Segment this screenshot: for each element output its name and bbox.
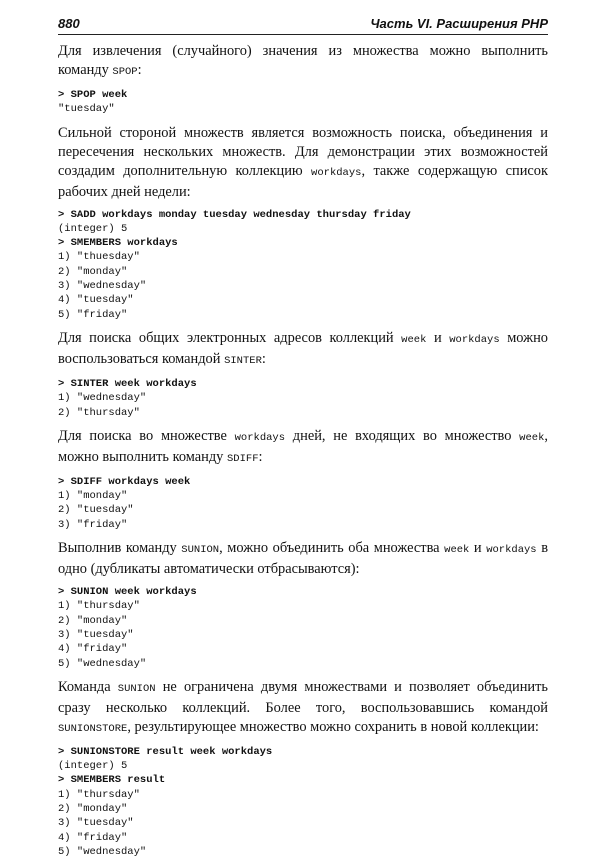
running-title: Часть VI. Расширения PHP — [370, 16, 548, 31]
code-listing — [58, 585, 548, 671]
code-output-line: 1) "monday" — [58, 490, 128, 503]
code-output-line: 4) "friday" — [58, 831, 128, 844]
paragraph-text: : — [261, 350, 266, 367]
paragraph-text: Выполнив команду — [58, 540, 182, 557]
code-output-line: 1) "thuesday" — [58, 251, 140, 264]
paragraph — [58, 329, 548, 371]
paragraph-text: Команда — [58, 678, 118, 695]
inline-code: SUNIONSTORE — [58, 722, 128, 735]
code-output-line: 2) "thursday" — [58, 406, 140, 419]
paragraph — [58, 678, 548, 739]
code-listing — [58, 88, 548, 117]
inline-code: workdays — [486, 544, 537, 557]
code-command-line: > SMEMBERS result — [58, 774, 166, 787]
code-output-line: 5) "wednesday" — [58, 845, 147, 858]
paragraph-text: не ограничена двумя множествами и позволяет объединить сразу несколько коллекций. Более того, воспользовавшись командой — [58, 678, 548, 716]
paragraph-text: Для извлечения (случайного) значения из множества можно выполнить команду — [58, 43, 548, 78]
code-listing — [58, 377, 548, 420]
paragraph-text: , также содержащую список рабочих дней недели: — [58, 162, 548, 200]
code-listing — [58, 208, 548, 322]
inline-code: SDIFF — [226, 452, 259, 465]
code-listing — [58, 475, 548, 532]
paragraph-text: можно воспользоваться командой — [58, 329, 548, 367]
code-command-line: > SDIFF workdays week — [58, 475, 191, 488]
page-header — [58, 14, 548, 35]
code-output-line: 1) "thursday" — [58, 600, 140, 613]
code-output-line: 3) "tuesday" — [58, 628, 134, 641]
page-number: 880 — [58, 16, 80, 31]
paragraph — [58, 42, 548, 82]
paragraph — [58, 539, 548, 579]
code-command-line: > SUNION week workdays — [58, 586, 197, 599]
inline-code: SPOP — [112, 66, 138, 78]
paragraph — [58, 427, 548, 469]
code-output-line: 2) "monday" — [58, 803, 128, 816]
paragraph-text: и — [469, 540, 487, 557]
inline-code: workdays — [449, 333, 500, 346]
inline-code: workdays — [234, 431, 286, 444]
code-listing — [58, 745, 548, 859]
paragraph — [58, 124, 548, 202]
code-command-line: > SPOP week — [58, 89, 128, 101]
code-output-line: 1) "thursday" — [58, 788, 140, 801]
code-output-line: (integer) 5 — [58, 760, 128, 773]
code-output-line: 3) "wednesday" — [58, 280, 147, 293]
paragraph-text: и — [426, 329, 450, 346]
code-command-line: > SADD workdays monday tuesday wednesday thursday friday — [58, 208, 411, 221]
code-output-line: 2) "tuesday" — [58, 504, 134, 517]
code-output-line: 3) "tuesday" — [58, 817, 134, 830]
inline-code: workdays — [311, 166, 362, 179]
paragraph-text: : — [137, 62, 142, 78]
code-command-line: > SUNIONSTORE result week workdays — [58, 745, 273, 758]
code-output-line: 1) "wednesday" — [58, 392, 147, 405]
paragraph-text: , результирующее множество можно сохранить в новой коллекции: — [127, 718, 539, 735]
paragraph-text: дней, не входящих во множество — [285, 427, 520, 444]
paragraph-text: , можно объединить оба множества — [219, 540, 445, 557]
code-output-line: (integer) 5 — [58, 222, 128, 235]
inline-code: SUNION — [117, 682, 156, 695]
code-output-line: 2) "monday" — [58, 265, 128, 278]
code-output-line: "tuesday" — [58, 103, 115, 116]
code-output-line: 4) "tuesday" — [58, 294, 134, 307]
code-output-line: 3) "friday" — [58, 518, 128, 531]
inline-code: SINTER — [224, 354, 262, 367]
paragraph-text: Для поиска общих электронных адресов коллекций — [58, 329, 402, 346]
inline-code: week — [519, 431, 545, 444]
inline-code: week — [401, 333, 427, 346]
inline-code: SUNION — [181, 544, 220, 557]
paragraph-text: : — [258, 448, 263, 465]
code-command-line: > SINTER week workdays — [58, 377, 197, 390]
code-output-line: 4) "friday" — [58, 643, 128, 656]
paragraph-text: Для поиска во множестве — [58, 427, 235, 444]
paragraph-text: в одно (дубликаты автоматически отбрасываются): — [58, 540, 548, 578]
code-output-line: 2) "monday" — [58, 614, 128, 627]
inline-code: week — [444, 544, 470, 557]
code-command-line: > SMEMBERS workdays — [58, 237, 178, 250]
paragraph-text: Сильной стороной множеств является возможность поиска, объединения и пересечения нескольких множеств. Для демонстрации этих возможностей создадим дополнительную коллекцию — [58, 124, 548, 179]
paragraph-text: , можно выполнить команду — [58, 427, 548, 465]
page-body — [58, 42, 548, 866]
code-output-line: 5) "friday" — [58, 308, 128, 321]
code-output-line: 5) "wednesday" — [58, 657, 147, 670]
